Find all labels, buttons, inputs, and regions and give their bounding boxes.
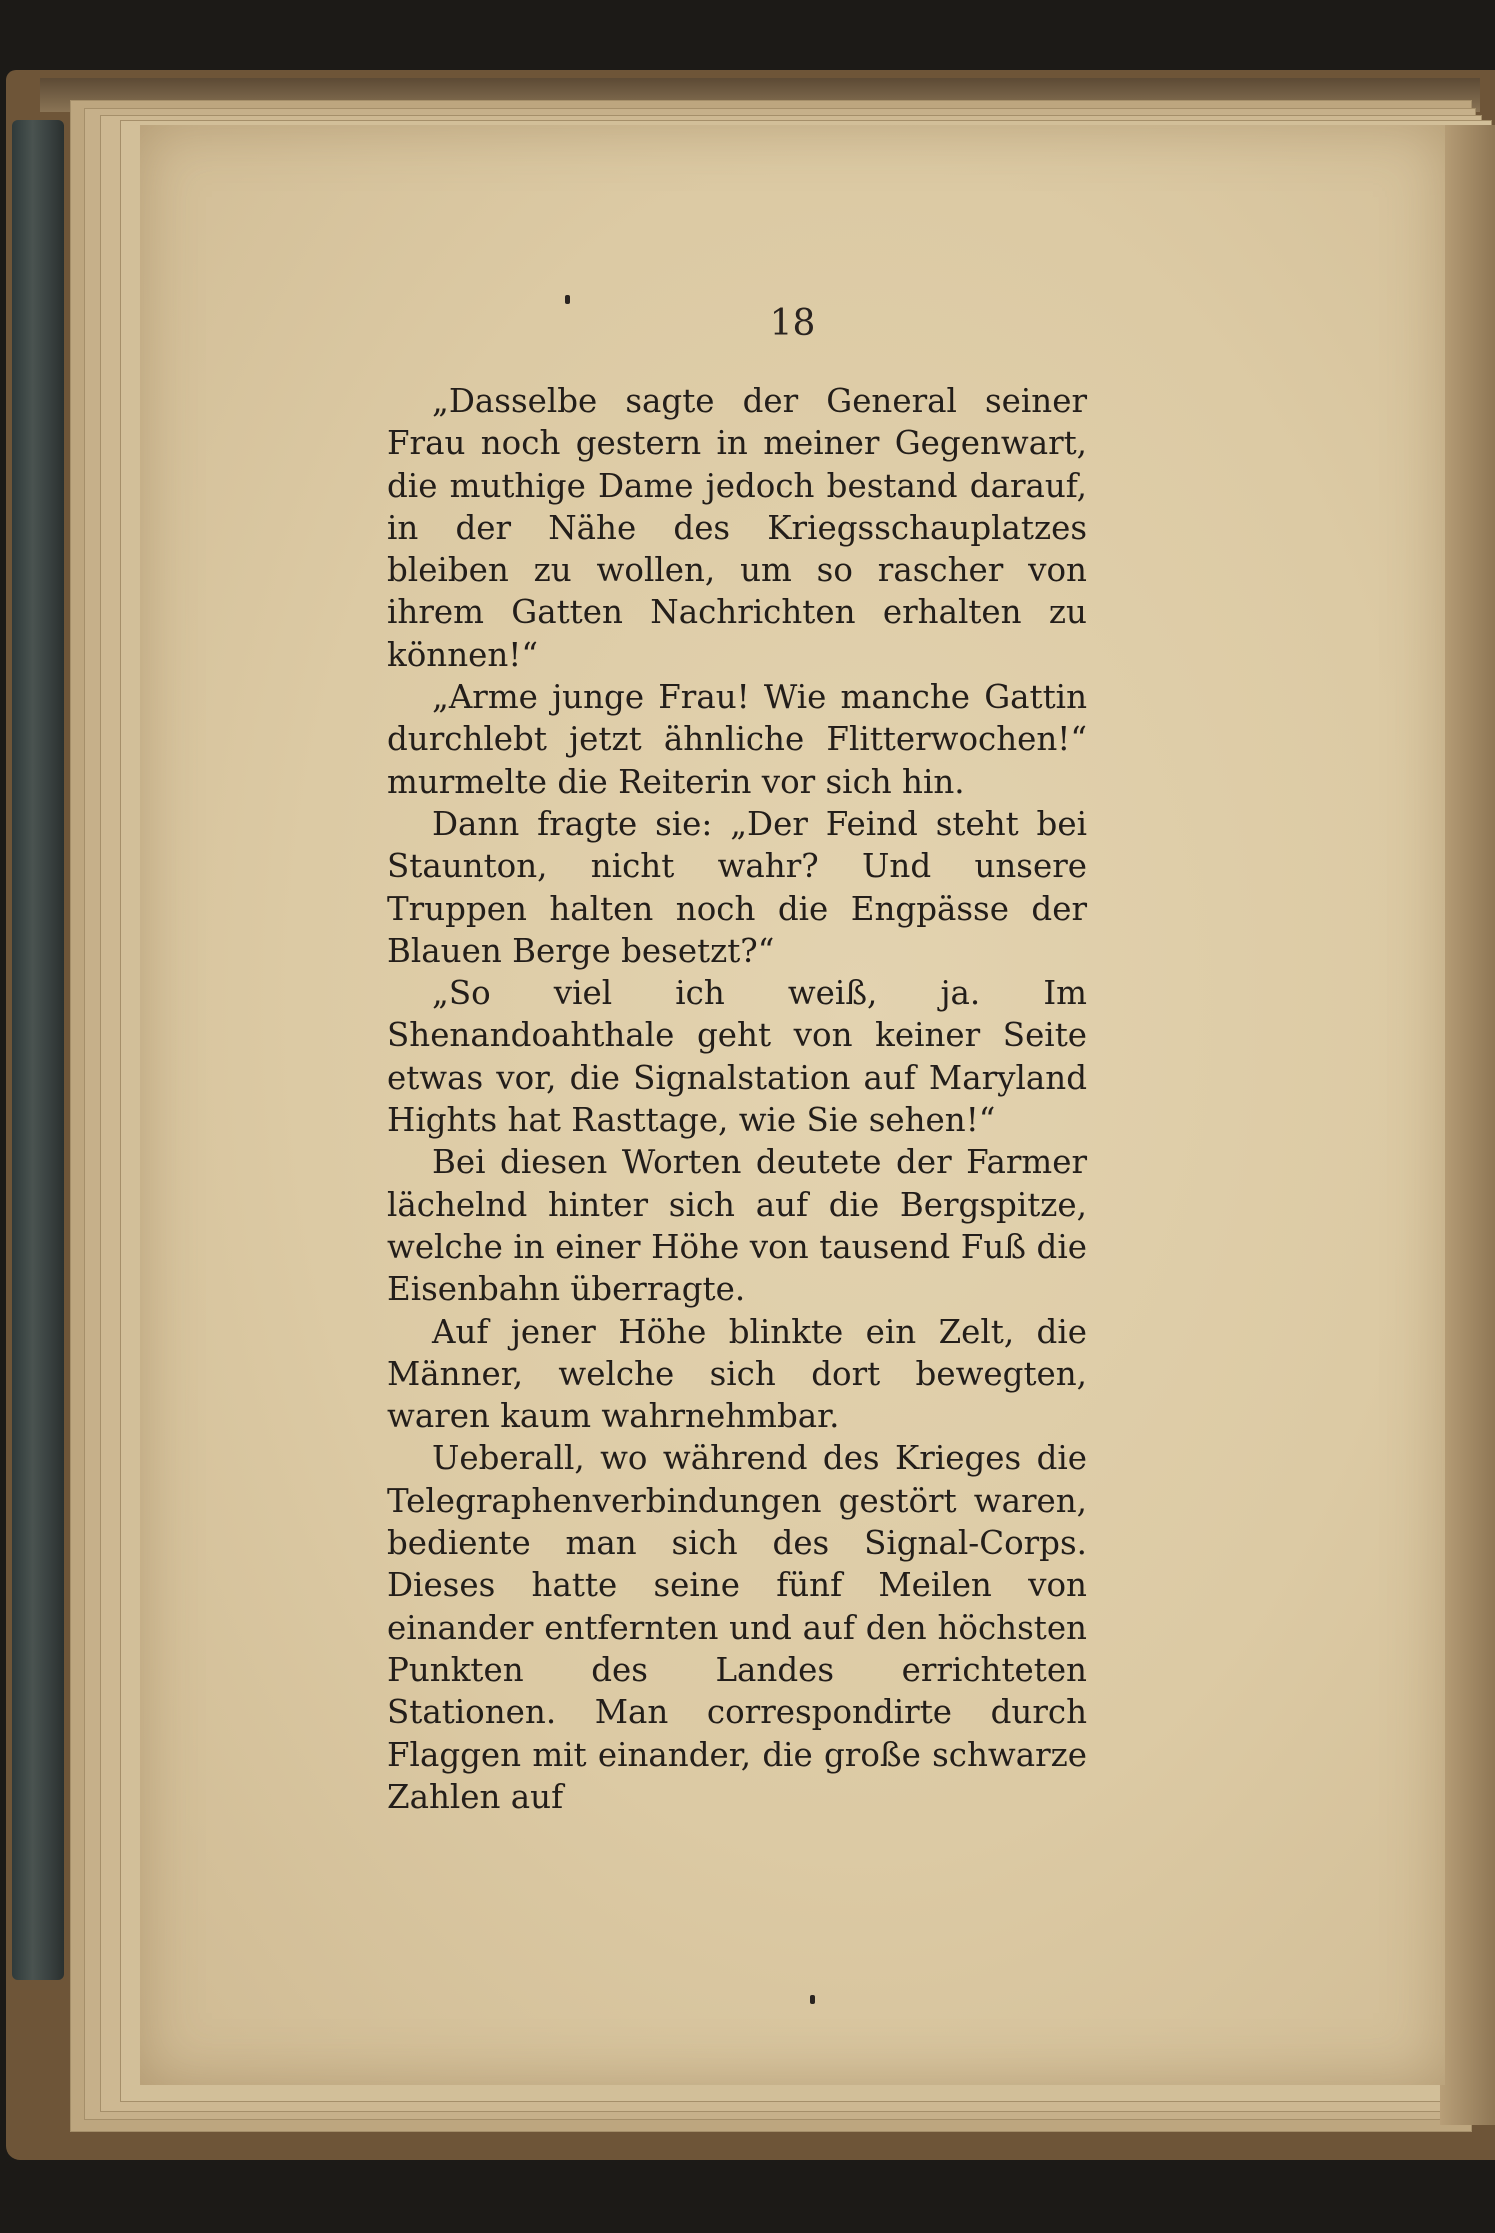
paragraph: „Arme junge Frau! Wie manche Gattin durchlebt jetzt ähnliche Flitterwochen!“ murmelte die Reiterin vor sich hin.	[387, 678, 1087, 801]
body-text	[387, 380, 1087, 1818]
paragraph: „Dasselbe sagte der General seiner Frau noch gestern in meiner Gegenwart, die muthige Dame jedoch bestand darauf, in der Nähe des Kriegsschauplatzes bleiben zu wollen, um so rascher von ihrem Gatten Nachrichten erhalten zu können!“	[387, 382, 1087, 674]
ink-speck	[565, 295, 570, 304]
paragraph: Auf jener Höhe blinkte ein Zelt, die Männer, welche sich dort bewegten, waren kaum wahrnehmbar.	[387, 1312, 1087, 1436]
book-spine	[12, 120, 64, 1980]
ink-speck	[810, 1995, 815, 2004]
next-leaf-edge	[1440, 125, 1495, 2125]
paragraph: Bei diesen Worten deutete der Farmer lächelnd hinter sich auf die Bergspitze, welche in einer Höhe von tausend Fuß die Eisenbahn überragte.	[387, 1143, 1087, 1309]
paragraph: Ueberall, wo während des Krieges die Telegraphenverbindungen gestört waren, bediente man sich des Signal-Corps. Dieses hatte seine fünf Meilen von einander entfernten und auf den höchsten Punkten des Landes errichteten Stationen. Man correspondirte durch Flaggen mit einander, die große schwarze Zahlen auf	[387, 1439, 1087, 1816]
page-sheet	[140, 125, 1445, 2085]
page-number: 18	[769, 303, 816, 344]
paragraph: „So viel ich weiß, ja. Im Shenandoahthale geht von keiner Seite etwas vor, die Signalstation auf Maryland Hights hat Rasttage, wie Sie sehen!“	[387, 974, 1087, 1140]
paragraph: Dann fragte sie: „Der Feind steht bei Staunton, nicht wahr? Und unsere Truppen halten noch die Engpässe der Blauen Berge besetzt?“	[387, 804, 1087, 970]
